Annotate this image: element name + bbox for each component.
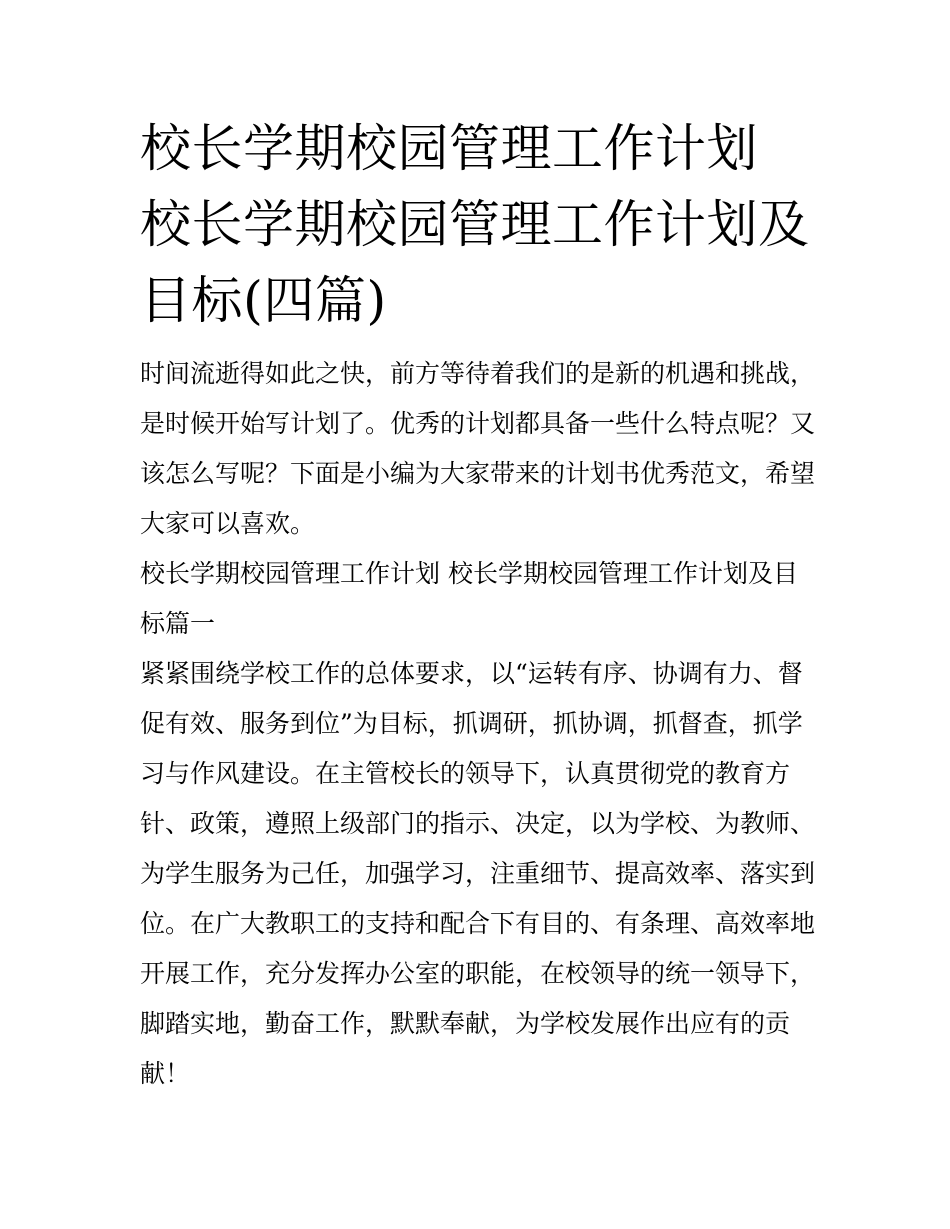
intro-paragraph: 时间流逝得如此之快，前方等待着我们的是新的机遇和挑战，是时候开始写计划了。优秀的计划都具备一些什么特点呢？又该怎么写呢？下面是小编为大家带来的计划书优秀范文，希望大家可以喜欢。 [140,359,816,538]
document-content [140,112,820,1099]
section-heading: 校长学期校园管理工作计划 校长学期校园管理工作计划及目标篇一 [140,559,798,638]
body-paragraph: 紧紧围绕学校工作的总体要求，以“运转有序、协调有力、督促有效、服务到位”为目标，抓调研，抓协调，抓督查，抓学习与作风建设。在主管校长的领导下，认真贯彻党的教育方针、政策，遵照上级部门的指示、决定，以为学校、为教师、为学生服务为己任，加强学习，注重细节、提高效率、落实到位。在广大教职工的支持和配合下有目的、有条理、高效率地开展工作，充分发挥办公室的职能，在校领导的统一领导下，脚踏实地，勤奋工作，默默奉献，为学校发展作出应有的贡献！ [140,659,816,1088]
document-title: 校长学期校园管理工作计划 校长学期校园管理工作计划及目标(四篇) [140,120,810,331]
